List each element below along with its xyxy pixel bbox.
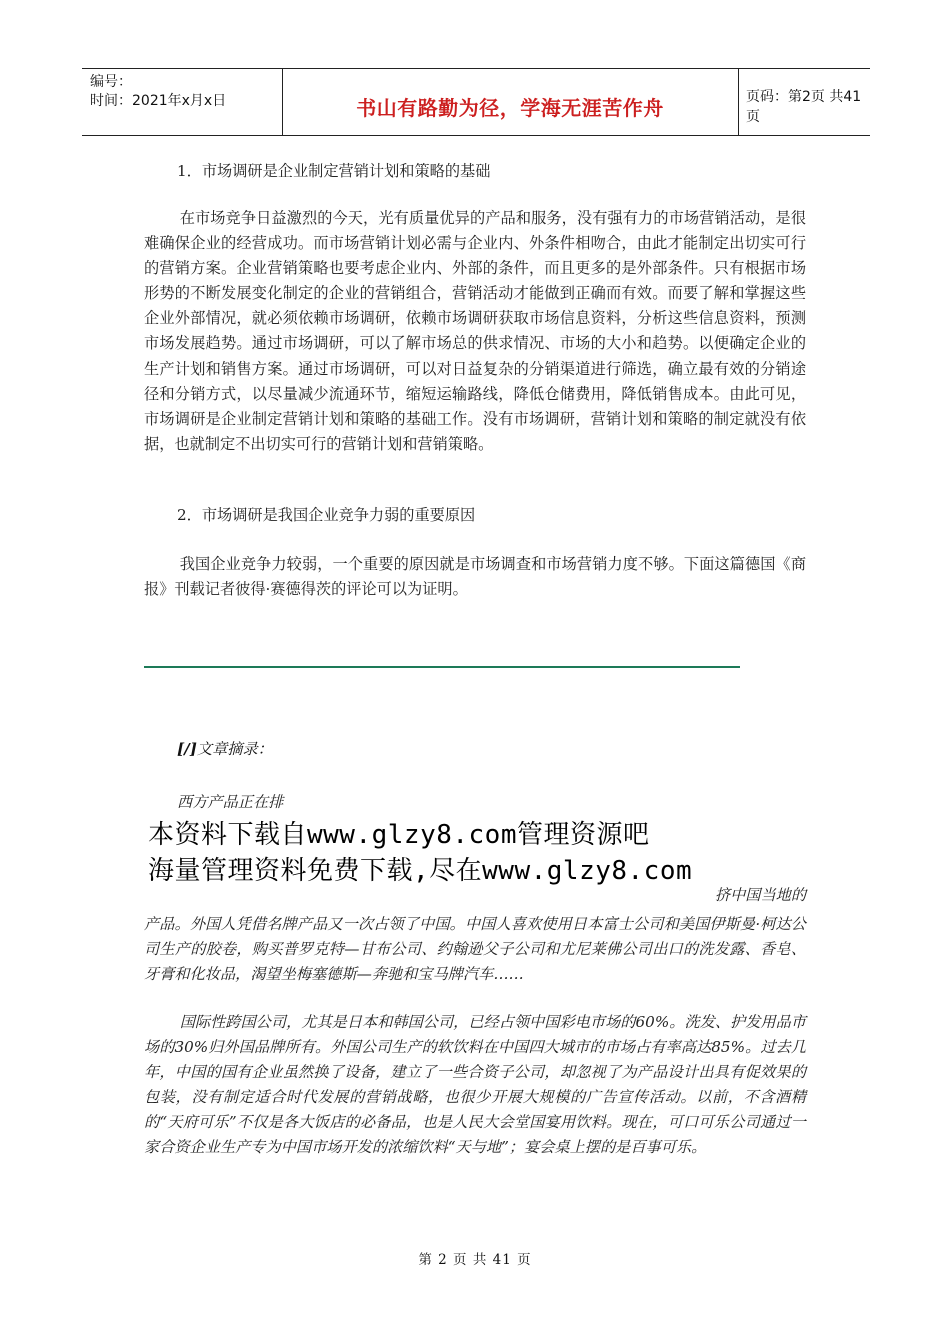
time-label: 时间：2021年x月x日 bbox=[90, 93, 227, 109]
section2-body: 我国企业竞争力较弱，一个重要的原因就是市场调查和市场营销力度不够。下面这篇德国《商报》刊载记者彼得·赛德得茨的评论可以为证明。 bbox=[144, 555, 806, 599]
excerpt-para2: 国际性跨国公司，尤其是日本和韩国公司，已经占领中国彩电市场的60%。洗发、护发用品市场的30%归外国品牌所有。外国公司生产的软饮料在中国四大城市的市场占有率高达85%。过去几年，中国的国有企业虽然换了设备，建立了一些合资子公司，却忽视了为产品设计出具有促效果的包装，没有制定适合时代发展的营销战略，也很少开展大规模的广告宣传活动。以前，不含酒精的“天府可乐”不仅是各大饭店的必备品，也是人民大会堂国宴用饮料。现在，可口可乐公司通过一家合资企业生产专为中国市场开发的浓缩饮料“天与地”；宴会桌上摆的是百事可乐。 bbox=[144, 1013, 806, 1157]
excerpt-label-text: 文章摘录： bbox=[196, 740, 273, 758]
header-page-cell bbox=[746, 69, 870, 135]
section2-heading: 2．市场调研是我国企业竞争力弱的重要原因 bbox=[177, 506, 476, 524]
section1-body: 在市场竞争日益激烈的今天，光有质量优异的产品和服务，没有强有力的市场营销活动，是很难确保企业的经营成功。而市场营销计划必需与企业内、外条件相吻合，由此才能制定出切实可行的营销方案。企业营销策略也要考虑企业内、外部的条件，而且更多的是外部条件。只有根据市场形势的不断发展变化制定的企业的营销组合，营销活动才能做到正确而有效。而要了解和掌握这些企业外部情况，就必须依赖市场调研，依赖市场调研获取市场信息资料，分析这些信息资料，预测市场发展趋势。通过市场调研，可以了解市场总的供求情况、市场的大小和趋势。以便确定企业的生产计划和销售方案。通过市场调研，可以对日益复杂的分销渠道进行筛选，确立最有效的分销途径和分销方式，以尽量减少流通环节，缩短运输路线，降低仓储费用，降低销售成本。由此可见，市场调研是企业制定营销计划和策略的基础工作。没有市场调研，营销计划和策略的制定就没有依据，也就制定不出切实可行的营销计划和营销策略。 bbox=[144, 209, 806, 453]
ad-line-1: 本资料下载自www.glzy8.com管理资源吧 bbox=[148, 820, 650, 850]
header-meta bbox=[82, 69, 283, 135]
number-label: 编号： bbox=[90, 74, 132, 90]
header-motto: 书山有路勤为径，学海无涯苦作舟 bbox=[356, 95, 664, 120]
header-page-info: 页码：第2页 共41页 bbox=[746, 89, 862, 125]
excerpt-line1: 西方产品正在排 bbox=[177, 793, 284, 811]
excerpt-para1: 产品。外国人凭借名牌产品又一次占领了中国。中国人喜欢使用日本富士公司和美国伊斯曼·柯达公司生产的胶卷，购买普罗克特—甘布公司、约翰逊父子公司和尤尼莱佛公司出口的洗发露、香皂、牙膏和化妆品，渴望坐梅塞德斯—奔驰和宝马牌汽车…… bbox=[144, 915, 806, 984]
header-motto-cell bbox=[282, 69, 739, 135]
section-divider bbox=[144, 666, 740, 668]
excerpt-marker: [/] bbox=[177, 740, 197, 758]
ad-line-2: 海量管理资料免费下载,尽在www.glzy8.com bbox=[148, 856, 693, 886]
excerpt-label bbox=[177, 738, 273, 759]
excerpt-line1-tail: 挤中国当地的 bbox=[714, 886, 806, 904]
page-header bbox=[82, 68, 870, 136]
page-footer: 第 2 页 共 41 页 bbox=[418, 1252, 532, 1268]
section1-heading: 1．市场调研是企业制定营销计划和策略的基础 bbox=[177, 162, 491, 180]
